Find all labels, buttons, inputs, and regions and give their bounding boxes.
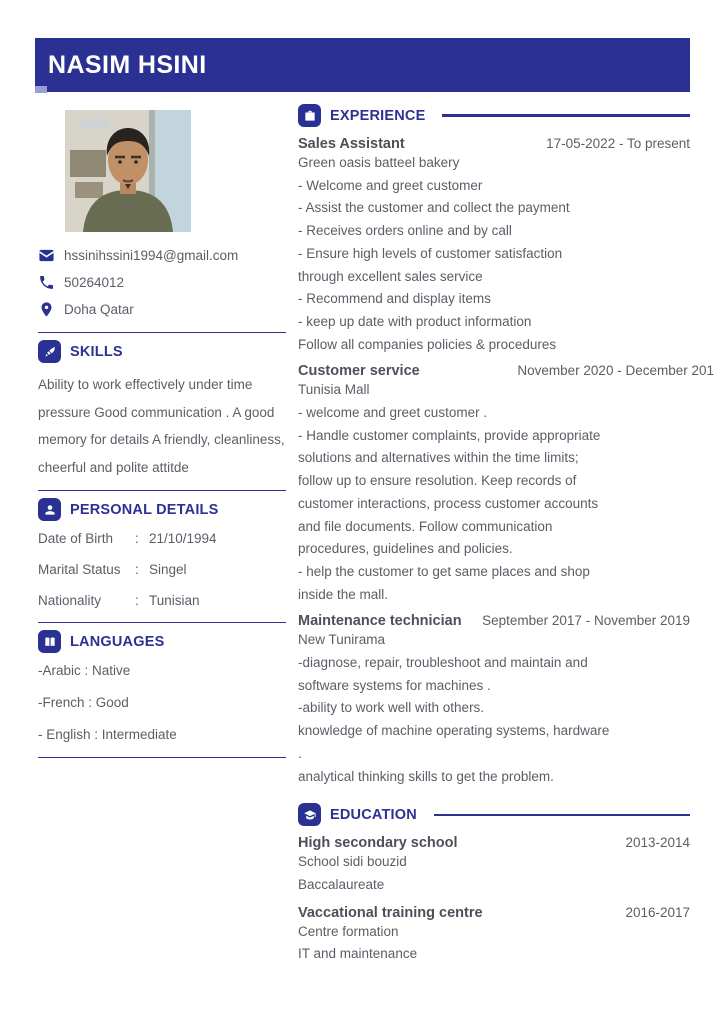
education-school: High secondary school [298, 835, 458, 852]
book-icon [38, 630, 61, 653]
experience-title: EXPERIENCE [330, 107, 426, 124]
job-role: Maintenance technician [298, 613, 462, 630]
profile-photo [65, 110, 191, 232]
profile-photo-illustration [65, 110, 191, 232]
job-description-line: follow up to ensure resolution. Keep records of [298, 473, 577, 489]
header-accent [35, 86, 47, 93]
detail-separator: : [135, 531, 139, 546]
education-entry [298, 835, 690, 896]
phone-icon [38, 274, 55, 291]
experience-job [298, 613, 690, 788]
languages-title: LANGUAGES [70, 633, 165, 650]
education-school: Vaccational training centre [298, 904, 483, 921]
job-description-line: . [298, 745, 302, 761]
contact-location [38, 296, 286, 323]
job-role: Customer service [298, 363, 420, 380]
personal-detail-row [38, 529, 286, 548]
person-icon [38, 498, 61, 521]
detail-value: 21/10/1994 [149, 531, 217, 546]
education-dates: 2013-2014 [625, 835, 690, 851]
contact-email [38, 242, 286, 269]
contact-phone [38, 269, 286, 296]
languages-section-header [38, 630, 286, 653]
personal-details-section-header [38, 498, 286, 521]
job-description-line: customer interactions, process customer accounts [298, 495, 599, 511]
personal-detail-row [38, 560, 286, 579]
job-description-line: solutions and alternatives within the time limits; [298, 450, 579, 466]
section-rule [442, 114, 690, 117]
job-description-line: - welcome and greet customer . [298, 405, 488, 421]
job-description-line: - help the customer to get same places and shop [298, 563, 590, 579]
map-pin-icon [38, 301, 55, 318]
personal-details-title: PERSONAL DETAILS [70, 501, 219, 518]
experience-section-header [298, 104, 690, 127]
job-description-line: analytical thinking skills to get the problem. [298, 768, 554, 784]
graduation-cap-icon [298, 803, 321, 826]
job-description-line: - Welcome and greet customer [298, 177, 483, 193]
contact-location-text: Doha Qatar [64, 302, 134, 317]
sidebar [38, 110, 286, 765]
job-role: Sales Assistant [298, 136, 405, 152]
sidebar-divider [38, 757, 286, 758]
section-rule [434, 814, 690, 817]
experience-job [298, 363, 714, 606]
job-description-line: software systems for machines . [298, 677, 491, 693]
job-header [298, 613, 690, 629]
job-description-line: - Handle customer complaints, provide appropriate [298, 427, 601, 443]
languages-list [38, 661, 286, 744]
education-title: EDUCATION [330, 806, 417, 823]
education-description [298, 921, 690, 966]
job-description-line: -ability to work well with others. [298, 700, 485, 716]
job-description-line: -diagnose, repair, troubleshoot and maintain and [298, 655, 588, 671]
education-header [298, 905, 690, 921]
skills-section-header [38, 340, 286, 363]
education-section-header [298, 803, 690, 826]
detail-label: Marital Status [38, 562, 121, 577]
job-description-line: New Tunirama [298, 632, 386, 648]
sidebar-divider [38, 622, 286, 623]
job-description-line: knowledge of machine operating systems, hardware [298, 723, 610, 739]
detail-separator: : [135, 593, 139, 608]
job-description-line: Tunisia Mall [298, 382, 370, 398]
rocket-icon [38, 340, 61, 363]
job-description-line: through excellent sales service [298, 268, 483, 284]
job-dates: 17-05-2022 - To present [546, 136, 690, 151]
job-description-line: - Recommend and display items [298, 291, 491, 307]
job-description [298, 629, 690, 788]
language-item: -Arabic : Native [38, 663, 131, 678]
job-description-line: procedures, guidelines and policies. [298, 541, 513, 557]
job-dates: November 2020 - December 201 [517, 363, 714, 379]
detail-value: Tunisian [149, 593, 200, 608]
experience-job [298, 136, 690, 356]
skills-title: SKILLS [70, 343, 123, 360]
job-description-line: - Assist the customer and collect the payment [298, 200, 570, 216]
education-header [298, 835, 690, 851]
personal-detail-row [38, 591, 286, 610]
page-title: NASIM HSINI [48, 51, 207, 79]
language-item: - English : Intermediate [38, 727, 177, 742]
job-description-line: and file documents. Follow communication [298, 518, 553, 534]
job-description-line: inside the mall. [298, 586, 389, 602]
job-description-line: - keep up date with product information [298, 313, 532, 329]
detail-value: Singel [149, 562, 187, 577]
header-bar [35, 38, 690, 92]
language-item: -French : Good [38, 695, 129, 710]
job-header [298, 136, 690, 152]
job-description [298, 379, 690, 606]
personal-details-rows [38, 529, 286, 610]
education-description-line: Centre formation [298, 923, 399, 939]
skills-text: Ability to work effectively under time pressure Good communication . A good memory for details A friendly, cleanliness, cheerful and polite attitde [38, 377, 285, 475]
contact-list [38, 242, 286, 323]
detail-separator: : [135, 562, 139, 577]
envelope-icon [38, 247, 55, 264]
education-entry [298, 905, 690, 966]
job-dates: September 2017 - November 2019 [482, 613, 690, 629]
education-description [298, 851, 690, 896]
briefcase-icon [298, 104, 321, 127]
job-description-line: - Ensure high levels of customer satisfaction [298, 245, 563, 261]
job-description-line: Green oasis batteel bakery [298, 155, 460, 170]
main-column [298, 104, 714, 974]
contact-email-text: hssinihssini1994@gmail.com [64, 248, 239, 263]
job-header [298, 363, 714, 380]
contact-phone-text: 50264012 [64, 275, 125, 290]
job-description [298, 152, 690, 356]
detail-label: Date of Birth [38, 531, 114, 546]
sidebar-divider [38, 332, 286, 333]
education-description-line: Baccalaureate [298, 876, 385, 892]
education-description-line: IT and maintenance [298, 946, 418, 962]
education-description-line: School sidi bouzid [298, 854, 407, 870]
detail-label: Nationality [38, 593, 102, 608]
job-description-line: - Receives orders online and by call [298, 223, 512, 239]
sidebar-divider [38, 490, 286, 491]
job-description-line: Follow all companies policies & procedures [298, 336, 557, 352]
education-dates: 2016-2017 [625, 904, 690, 920]
